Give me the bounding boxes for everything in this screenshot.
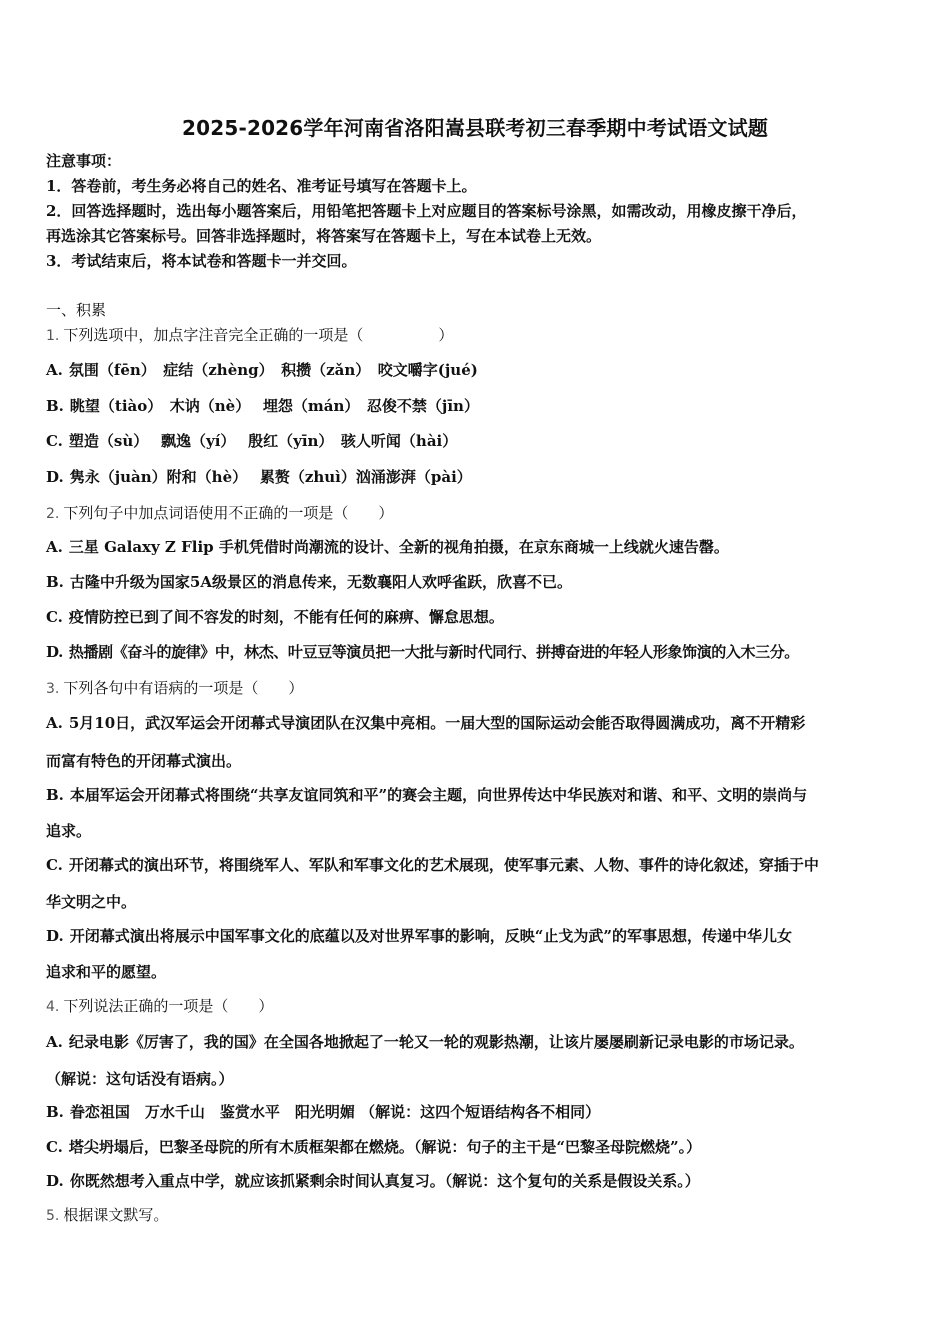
option-text: 开闭幕式的演出环节，将围绕军人、军队和军事文化的艺术展现，使军事元素、人物、事件的诗化叙述，穿插于中 — [68, 856, 819, 874]
notice-item: 2．回答选择题时，选出每小题答案后，用铅笔把答题卡上对应题目的答案标号涂黑，如需改动，用橡皮擦干净后， — [46, 202, 807, 220]
option-letter: D. — [46, 468, 64, 486]
q4-option-d — [46, 1171, 700, 1191]
option-text: 古隆中升级为国家5A级景区的消息传来，无数襄阳人欢呼雀跃，欣喜不已。 — [69, 573, 572, 591]
option-text: 眷恋祖国 万水千山 鉴赏水平 阳光明媚 （解说：这四个短语结构各不相同） — [69, 1103, 601, 1121]
notice-item: 1．答卷前，考生务必将自己的姓名、准考证号填写在答题卡上。 — [46, 177, 477, 195]
option-letter: B. — [46, 1103, 64, 1121]
option-letter: D. — [46, 927, 64, 945]
q4-option-a-cont: （解说：这句话没有语病。） — [46, 1070, 234, 1088]
q1-option-d — [46, 467, 472, 487]
section-heading: 一、积累 — [46, 301, 107, 319]
q2-option-b — [46, 572, 572, 592]
q4-option-a — [46, 1032, 804, 1052]
q2-option-d — [46, 642, 799, 662]
notice-item: 3．考试结束后，将本试卷和答题卡一并交回。 — [46, 252, 357, 270]
question-text: 下列说法正确的一项是（ ） — [63, 997, 274, 1015]
page-title: 2025-2026学年河南省洛阳嵩县联考初三春季期中考试语文试题 — [181, 116, 769, 140]
option-letter: C. — [46, 856, 63, 874]
option-text: 塑造（sù） 飘逸（yí） 殷红（yīn） 骇人听闻（hài） — [68, 432, 458, 450]
notice-heading: 注意事项： — [46, 152, 122, 170]
option-text: 氛围（fēn） 症结（zhèng） 积攒（zǎn） 咬文嚼字(jué) — [68, 361, 478, 379]
option-text: 5月10日，武汉军运会开闭幕式导演团队在汉集中亮相。一届大型的国际运动会能否取得圆满成功，离不开精彩 — [68, 714, 806, 732]
q4-option-b — [46, 1102, 600, 1122]
option-text: 三星 Galaxy Z Flip 手机凭借时尚潮流的设计、全新的视角拍摄，在京东商城一上线就火速告罄。 — [68, 538, 729, 556]
option-letter: D. — [46, 1172, 64, 1190]
option-letter: A. — [46, 1033, 63, 1051]
option-text: 疫情防控已到了间不容发的时刻，不能有任何的麻痹、懈怠思想。 — [68, 608, 504, 626]
q1-option-b — [46, 396, 479, 416]
q2-option-c — [46, 607, 504, 627]
option-letter: B. — [46, 397, 64, 415]
question-2-stem — [46, 503, 393, 524]
question-number: 3. — [46, 681, 60, 697]
option-text: 开闭幕式演出将展示中国军事文化的底蕴以及对世界军事的影响，反映“止戈为武”的军事思想，传递中华儿女 — [69, 927, 792, 945]
option-letter: C. — [46, 1138, 63, 1156]
option-letter: A. — [46, 714, 63, 732]
option-text: 纪录电影《厉害了，我的国》在全国各地掀起了一轮又一轮的观影热潮，让该片屡屡刷新记录电影的市场记录。 — [68, 1033, 804, 1051]
option-letter: C. — [46, 432, 63, 450]
q2-option-a — [46, 537, 729, 557]
question-number: 2. — [46, 506, 60, 522]
option-letter: B. — [46, 786, 64, 804]
q1-option-c — [46, 431, 457, 451]
option-letter: C. — [46, 608, 63, 626]
q3-option-c — [46, 855, 819, 875]
q3-option-a-cont: 而富有特色的开闭幕式演出。 — [46, 752, 242, 770]
option-text: 本届军运会开闭幕式将围绕“共享友谊同筑和平”的赛会主题，向世界传达中华民族对和谐、和平、文明的崇尚与 — [69, 786, 808, 804]
option-letter: A. — [46, 361, 63, 379]
question-1-stem — [46, 325, 453, 346]
question-text: 根据课文默写。 — [63, 1206, 169, 1224]
question-3-stem — [46, 678, 303, 699]
q3-option-b — [46, 785, 807, 805]
q3-option-b-cont: 追求。 — [46, 822, 92, 840]
q3-option-c-cont: 华文明之中。 — [46, 893, 137, 911]
q4-option-c — [46, 1137, 701, 1157]
notice-item: 再选涂其它答案标号。回答非选择题时，将答案写在答题卡上，写在本试卷上无效。 — [46, 227, 602, 245]
option-letter: D. — [46, 643, 63, 661]
question-text: 下列句子中加点词语使用不正确的一项是（ ） — [63, 504, 394, 522]
question-5-stem — [46, 1205, 168, 1226]
question-number: 1. — [46, 328, 60, 344]
q3-option-d — [46, 926, 792, 946]
question-4-stem — [46, 996, 273, 1017]
option-text: 隽永（juàn）附和（hè） 累赘（zhuì）汹涌澎湃（pài） — [69, 468, 472, 486]
option-text: 热播剧《奋斗的旋律》中，林杰、叶豆豆等演员把一大批与新时代同行、拼搏奋进的年轻人形象饰演的入木三分。 — [68, 643, 799, 661]
q3-option-d-cont: 追求和平的愿望。 — [46, 963, 167, 981]
question-number: 5. — [46, 1208, 60, 1224]
question-text: 下列选项中，加点字注音完全正确的一项是（ ） — [63, 326, 454, 344]
q1-option-a — [46, 360, 478, 380]
question-number: 4. — [46, 999, 60, 1015]
option-letter: A. — [46, 538, 63, 556]
option-text: 塔尖坍塌后，巴黎圣母院的所有木质框架都在燃烧。（解说：句子的主干是“巴黎圣母院燃烧”。） — [68, 1138, 702, 1156]
option-letter: B. — [46, 573, 64, 591]
q3-option-a — [46, 713, 805, 733]
question-text: 下列各句中有语病的一项是（ ） — [63, 679, 304, 697]
option-text: 你既然想考入重点中学，就应该抓紧剩余时间认真复习。（解说：这个复句的关系是假设关系。） — [69, 1172, 700, 1190]
option-text: 眺望（tiào） 木讷（nè） 埋怨（mán） 忍俊不禁（jīn） — [69, 397, 479, 415]
